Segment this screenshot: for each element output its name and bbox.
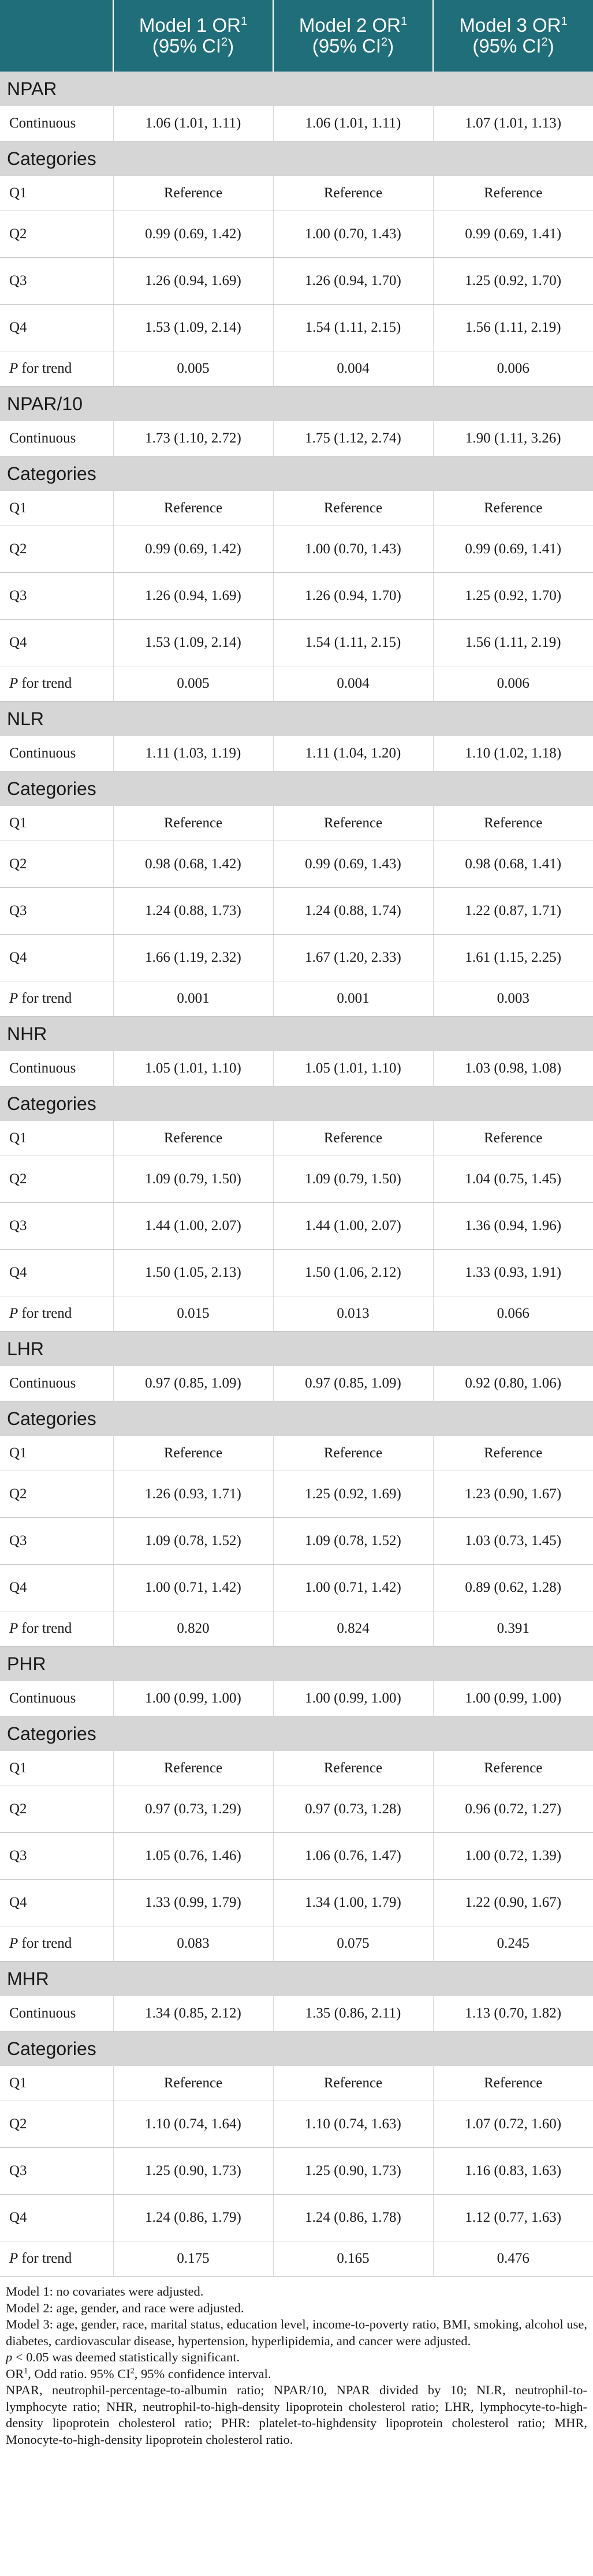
quartile-row xyxy=(0,1565,593,1611)
or-value-cell: 1.25 (0.92, 1.70) xyxy=(433,573,593,620)
or-value-cell: 1.26 (0.94, 1.70) xyxy=(273,573,433,620)
row-label: Continuous xyxy=(0,421,113,456)
note-model-1: Model 1: no covariates were adjusted. xyxy=(6,2284,204,2298)
or-value-cell: 1.25 (0.90, 1.73) xyxy=(273,2148,433,2195)
or-value-cell: 1.10 (0.74, 1.64) xyxy=(113,2101,273,2148)
row-label: Q3 xyxy=(0,2148,113,2195)
note-model-2: Model 2: age, gender, and race were adjusted. xyxy=(6,2300,244,2315)
header-model-1-sup: 1 xyxy=(240,15,248,28)
row-label xyxy=(0,351,113,387)
header-model-3-label: Model 3 OR xyxy=(459,14,561,36)
p-trend-row xyxy=(0,981,593,1017)
p-value-cell: 0.075 xyxy=(273,1926,433,1962)
or-value-cell: 1.00 (0.72, 1.39) xyxy=(433,1833,593,1880)
or-value-cell: 0.99 (0.69, 1.41) xyxy=(433,526,593,573)
p-value-cell: 0.004 xyxy=(273,351,433,387)
quartile-row xyxy=(0,620,593,666)
p-value-cell: 0.004 xyxy=(273,666,433,702)
or-value-cell: 1.25 (0.90, 1.73) xyxy=(113,2148,273,2195)
or-value-cell: 1.53 (1.09, 2.14) xyxy=(113,305,273,351)
header-model-1-ci: (95% CI xyxy=(152,35,222,57)
header-model-2-close: ) xyxy=(387,35,394,57)
quartile-row xyxy=(0,1250,593,1296)
or-value-cell: 0.98 (0.68, 1.41) xyxy=(433,841,593,888)
quartile-row xyxy=(0,1833,593,1880)
p-symbol: P xyxy=(9,2251,18,2266)
table-footnotes xyxy=(0,2277,593,2448)
row-label: Q1 xyxy=(0,491,113,526)
row-label xyxy=(0,1926,113,1962)
header-model-3-sup: 1 xyxy=(561,15,568,28)
section-title: PHR xyxy=(0,1647,593,1682)
categories-header-row xyxy=(0,1086,593,1122)
note-or-def: , Odd ratio. 95% CI xyxy=(28,2366,130,2381)
row-label: Q4 xyxy=(0,1880,113,1926)
or-value-cell: 1.23 (0.90, 1.67) xyxy=(433,1471,593,1518)
or-value-cell: Reference xyxy=(113,176,273,211)
p-symbol: P xyxy=(9,676,18,691)
row-label: Q1 xyxy=(0,2066,113,2101)
quartile-row xyxy=(0,841,593,888)
quartile-row xyxy=(0,305,593,351)
or-value-cell: Reference xyxy=(433,176,593,211)
p-value-cell: 0.175 xyxy=(113,2241,273,2277)
p-trend-row xyxy=(0,666,593,702)
or-value-cell: 1.24 (0.88, 1.74) xyxy=(273,888,433,935)
p-trend-row xyxy=(0,2241,593,2277)
header-model-1-ci-sup: 2 xyxy=(221,36,228,48)
or-value-cell: 0.99 (0.69, 1.43) xyxy=(273,841,433,888)
or-value-cell: 1.61 (1.15, 2.25) xyxy=(433,935,593,981)
categories-header-row xyxy=(0,1401,593,1437)
quartile-row xyxy=(0,888,593,935)
p-trend-text: for trend xyxy=(18,676,72,691)
or-value-cell: 1.10 (1.02, 1.18) xyxy=(433,736,593,771)
header-model-2-label: Model 2 OR xyxy=(299,14,401,36)
row-label: Continuous xyxy=(0,1681,113,1716)
or-value-cell: 1.25 (0.92, 1.70) xyxy=(433,258,593,305)
p-value-cell: 0.245 xyxy=(433,1926,593,1962)
continuous-row xyxy=(0,421,593,456)
section-header-row xyxy=(0,387,593,422)
header-model-2-sup: 1 xyxy=(400,15,408,28)
p-trend-text: for trend xyxy=(18,991,72,1006)
categories-title: Categories xyxy=(0,1716,593,1752)
or-value-cell: 1.56 (1.11, 2.19) xyxy=(433,620,593,666)
p-value-cell: 0.391 xyxy=(433,1611,593,1647)
p-symbol: P xyxy=(9,991,18,1006)
row-label: Q2 xyxy=(0,211,113,258)
p-trend-text: for trend xyxy=(18,361,72,376)
continuous-row xyxy=(0,1681,593,1716)
section-header-row xyxy=(0,1017,593,1052)
p-value-cell: 0.083 xyxy=(113,1926,273,1962)
quartile-row xyxy=(0,1471,593,1518)
p-symbol: P xyxy=(9,361,18,376)
or-value-cell: 0.97 (0.85, 1.09) xyxy=(113,1366,273,1401)
p-value-cell: 0.820 xyxy=(113,1611,273,1647)
quartile-row xyxy=(0,491,593,526)
categories-header-row xyxy=(0,2031,593,2067)
quartile-row xyxy=(0,526,593,573)
categories-header-row xyxy=(0,1716,593,1752)
or-value-cell: Reference xyxy=(433,806,593,841)
row-label: Q3 xyxy=(0,1518,113,1565)
or-value-cell: 1.33 (0.99, 1.79) xyxy=(113,1880,273,1926)
row-label xyxy=(0,981,113,1017)
or-value-cell: 1.50 (1.06, 2.12) xyxy=(273,1250,433,1296)
continuous-row xyxy=(0,1366,593,1401)
or-value-cell: 1.22 (0.90, 1.67) xyxy=(433,1880,593,1926)
quartile-row xyxy=(0,2148,593,2195)
or-value-cell: 1.06 (1.01, 1.11) xyxy=(113,106,273,141)
quartile-row xyxy=(0,573,593,620)
row-label: Q1 xyxy=(0,1436,113,1471)
or-value-cell: 1.73 (1.10, 2.72) xyxy=(113,421,273,456)
row-label: Continuous xyxy=(0,1051,113,1086)
section-title: NHR xyxy=(0,1017,593,1052)
or-value-cell: 1.66 (1.19, 2.32) xyxy=(113,935,273,981)
or-value-cell: 1.04 (0.75, 1.45) xyxy=(433,1156,593,1203)
categories-title: Categories xyxy=(0,771,593,807)
row-label: Q1 xyxy=(0,806,113,841)
or-value-cell: 1.05 (0.76, 1.46) xyxy=(113,1833,273,1880)
p-value-cell: 0.005 xyxy=(113,666,273,702)
or-value-cell: 1.26 (0.94, 1.69) xyxy=(113,573,273,620)
section-title: LHR xyxy=(0,1332,593,1367)
quartile-row xyxy=(0,1156,593,1203)
or-value-cell: 1.07 (0.72, 1.60) xyxy=(433,2101,593,2148)
quartile-row xyxy=(0,1880,593,1926)
p-value-cell: 0.006 xyxy=(433,666,593,702)
header-model-1 xyxy=(113,0,273,72)
row-label xyxy=(0,1611,113,1647)
continuous-row xyxy=(0,1051,593,1086)
header-blank-cell xyxy=(0,0,113,72)
categories-title: Categories xyxy=(0,1086,593,1122)
or-value-cell: Reference xyxy=(113,2066,273,2101)
header-model-3-close: ) xyxy=(547,35,554,57)
row-label: Q4 xyxy=(0,620,113,666)
header-model-2-ci-sup: 2 xyxy=(381,36,388,48)
or-value-cell: 1.13 (0.70, 1.82) xyxy=(433,1996,593,2031)
or-value-cell: Reference xyxy=(113,806,273,841)
or-value-cell: 0.99 (0.69, 1.41) xyxy=(433,211,593,258)
header-model-2 xyxy=(273,0,433,72)
p-value-cell: 0.013 xyxy=(273,1296,433,1332)
header-model-3-ci-sup: 2 xyxy=(541,36,548,48)
p-trend-row xyxy=(0,1296,593,1332)
continuous-row xyxy=(0,106,593,141)
quartile-row xyxy=(0,1121,593,1156)
header-model-1-close: ) xyxy=(227,35,234,57)
or-value-cell: Reference xyxy=(273,2066,433,2101)
or-value-cell: 1.34 (1.00, 1.79) xyxy=(273,1880,433,1926)
note-abbreviations: NPAR, neutrophil-percentage-to-albumin ratio; NPAR/10, NPAR divided by 10; NLR, neutrophil-to-lymphocyte ratio; NHR, neutrophil-to-high-density lipoprotein cholesterol ratio; LHR, lymphocyte-to-high-density lipoprotein cholesterol ratio; PHR: platelet-to-highdensity lipoprotein cholesterol ratio; MHR, Monocyte-to-high-density lipoprotein cholesterol ratio. xyxy=(6,2383,587,2447)
header-model-2-ci: (95% CI xyxy=(312,35,382,57)
row-label: Continuous xyxy=(0,736,113,771)
row-label: Q2 xyxy=(0,1156,113,1203)
or-value-cell: Reference xyxy=(433,2066,593,2101)
note-ci-def: , 95% confidence interval. xyxy=(134,2366,271,2381)
or-value-cell: 1.05 (1.01, 1.10) xyxy=(273,1051,433,1086)
p-value-cell: 0.001 xyxy=(273,981,433,1017)
row-label: Q4 xyxy=(0,305,113,351)
or-value-cell: Reference xyxy=(433,1751,593,1786)
or-value-cell: 1.26 (0.94, 1.70) xyxy=(273,258,433,305)
or-value-cell: Reference xyxy=(273,806,433,841)
table-body xyxy=(0,72,593,2277)
or-value-cell: 0.99 (0.69, 1.42) xyxy=(113,211,273,258)
quartile-row xyxy=(0,1518,593,1565)
or-value-cell: 1.09 (0.78, 1.52) xyxy=(273,1518,433,1565)
row-label: Q2 xyxy=(0,1786,113,1833)
or-value-cell: 1.24 (0.86, 1.79) xyxy=(113,2195,273,2241)
or-value-cell: 1.00 (0.70, 1.43) xyxy=(273,526,433,573)
row-label: Q4 xyxy=(0,1565,113,1611)
or-value-cell: 1.36 (0.94, 1.96) xyxy=(433,1203,593,1250)
note-or-ci xyxy=(6,2366,587,2383)
or-value-cell: Reference xyxy=(113,491,273,526)
quartile-row xyxy=(0,1203,593,1250)
or-value-cell: 0.89 (0.62, 1.28) xyxy=(433,1565,593,1611)
p-trend-row xyxy=(0,1611,593,1647)
header-model-3 xyxy=(433,0,593,72)
header-model-3-ci: (95% CI xyxy=(472,35,542,57)
continuous-row xyxy=(0,736,593,771)
p-value-cell: 0.003 xyxy=(433,981,593,1017)
row-label: Q4 xyxy=(0,1250,113,1296)
or-value-cell: 1.67 (1.20, 2.33) xyxy=(273,935,433,981)
continuous-row xyxy=(0,1996,593,2031)
row-label: Q4 xyxy=(0,2195,113,2241)
or-value-cell: 1.24 (0.86, 1.78) xyxy=(273,2195,433,2241)
p-trend-row xyxy=(0,351,593,387)
row-label: Q3 xyxy=(0,888,113,935)
or-value-cell: 0.96 (0.72, 1.27) xyxy=(433,1786,593,1833)
quartile-row xyxy=(0,2066,593,2101)
or-value-cell: 1.33 (0.93, 1.91) xyxy=(433,1250,593,1296)
categories-header-row xyxy=(0,141,593,177)
quartile-row xyxy=(0,258,593,305)
or-value-cell: Reference xyxy=(113,1751,273,1786)
p-value-cell: 0.165 xyxy=(273,2241,433,2277)
p-symbol: P xyxy=(9,1936,18,1951)
or-value-cell: 1.54 (1.11, 2.15) xyxy=(273,305,433,351)
section-header-row xyxy=(0,1332,593,1367)
p-value-cell: 0.824 xyxy=(273,1611,433,1647)
or-value-cell: 1.06 (0.76, 1.47) xyxy=(273,1833,433,1880)
or-value-cell: 1.09 (0.78, 1.52) xyxy=(113,1518,273,1565)
or-value-cell: 1.26 (0.93, 1.71) xyxy=(113,1471,273,1518)
or-value-cell: Reference xyxy=(273,176,433,211)
or-value-cell: 1.03 (0.73, 1.45) xyxy=(433,1518,593,1565)
or-value-cell: 1.05 (1.01, 1.10) xyxy=(113,1051,273,1086)
categories-title: Categories xyxy=(0,141,593,177)
p-value-cell: 0.001 xyxy=(113,981,273,1017)
quartile-row xyxy=(0,2101,593,2148)
or-value-cell: Reference xyxy=(433,491,593,526)
header-model-1-label: Model 1 OR xyxy=(139,14,241,36)
p-trend-text: for trend xyxy=(18,1936,72,1951)
or-value-cell: 1.44 (1.00, 2.07) xyxy=(113,1203,273,1250)
or-value-cell: 0.92 (0.80, 1.06) xyxy=(433,1366,593,1401)
or-value-cell: 1.22 (0.87, 1.71) xyxy=(433,888,593,935)
row-label: Q2 xyxy=(0,1471,113,1518)
row-label: Q2 xyxy=(0,526,113,573)
note-ci-sup: 2 xyxy=(130,2367,135,2375)
or-value-cell: Reference xyxy=(433,1121,593,1156)
p-symbol: P xyxy=(9,1621,18,1636)
quartile-row xyxy=(0,1436,593,1471)
or-value-cell: 1.00 (0.71, 1.42) xyxy=(273,1565,433,1611)
or-value-cell: 1.09 (0.79, 1.50) xyxy=(113,1156,273,1203)
p-trend-text: for trend xyxy=(18,1306,72,1321)
or-value-cell: 1.03 (0.98, 1.08) xyxy=(433,1051,593,1086)
or-value-cell: 1.56 (1.11, 2.19) xyxy=(433,305,593,351)
or-value-cell: 1.00 (0.99, 1.00) xyxy=(433,1681,593,1716)
row-label: Q3 xyxy=(0,1833,113,1880)
quartile-row xyxy=(0,211,593,258)
row-label: Q1 xyxy=(0,1121,113,1156)
row-label xyxy=(0,666,113,702)
or-value-cell: 1.44 (1.00, 2.07) xyxy=(273,1203,433,1250)
or-value-cell: Reference xyxy=(273,1436,433,1471)
or-value-cell: 1.09 (0.79, 1.50) xyxy=(273,1156,433,1203)
or-value-cell: Reference xyxy=(113,1436,273,1471)
or-value-cell: 1.06 (1.01, 1.11) xyxy=(273,106,433,141)
section-header-row xyxy=(0,1962,593,1997)
quartile-row xyxy=(0,1786,593,1833)
or-value-cell: Reference xyxy=(273,1121,433,1156)
quartile-row xyxy=(0,176,593,211)
or-value-cell: 1.10 (0.74, 1.63) xyxy=(273,2101,433,2148)
note-model-3: Model 3: age, gender, race, marital status, education level, income-to-poverty ratio, BMI, smoking, alcohol use, diabetes, cardiovascular disease, hypertension, hyperlipidemia, and cancer were adjusted. xyxy=(6,2317,587,2348)
or-value-cell: 1.75 (1.12, 2.74) xyxy=(273,421,433,456)
quartile-row xyxy=(0,1751,593,1786)
categories-title: Categories xyxy=(0,2031,593,2067)
note-p-symbol: p xyxy=(6,2350,13,2364)
note-or-sup: 1 xyxy=(24,2367,28,2375)
or-value-cell: 0.97 (0.85, 1.09) xyxy=(273,1366,433,1401)
categories-header-row xyxy=(0,456,593,492)
or-value-cell: 1.35 (0.86, 2.11) xyxy=(273,1996,433,2031)
row-label: Q2 xyxy=(0,841,113,888)
or-value-cell: 1.07 (1.01, 1.13) xyxy=(433,106,593,141)
p-symbol: P xyxy=(9,1306,18,1321)
or-value-cell: 1.54 (1.11, 2.15) xyxy=(273,620,433,666)
or-value-cell: 1.53 (1.09, 2.14) xyxy=(113,620,273,666)
row-label: Continuous xyxy=(0,106,113,141)
note-p-text: < 0.05 was deemed statistically significant. xyxy=(12,2350,240,2364)
row-label: Continuous xyxy=(0,1366,113,1401)
or-value-cell: 1.00 (0.99, 1.00) xyxy=(113,1681,273,1716)
p-value-cell: 0.015 xyxy=(113,1296,273,1332)
note-or: OR xyxy=(6,2366,24,2381)
or-value-cell: 1.11 (1.04, 1.20) xyxy=(273,736,433,771)
row-label: Q2 xyxy=(0,2101,113,2148)
section-title: NLR xyxy=(0,702,593,737)
or-value-cell: 1.24 (0.88, 1.73) xyxy=(113,888,273,935)
row-label: Continuous xyxy=(0,1996,113,2031)
p-value-cell: 0.005 xyxy=(113,351,273,387)
section-title: MHR xyxy=(0,1962,593,1997)
row-label xyxy=(0,2241,113,2277)
p-value-cell: 0.476 xyxy=(433,2241,593,2277)
note-significance xyxy=(6,2349,587,2366)
row-label: Q4 xyxy=(0,935,113,981)
or-value-cell: 1.16 (0.83, 1.63) xyxy=(433,2148,593,2195)
or-value-cell: 1.50 (1.05, 2.13) xyxy=(113,1250,273,1296)
or-value-cell: 0.97 (0.73, 1.28) xyxy=(273,1786,433,1833)
or-value-cell: 1.00 (0.99, 1.00) xyxy=(273,1681,433,1716)
section-header-row xyxy=(0,72,593,106)
or-value-cell: Reference xyxy=(433,1436,593,1471)
row-label: Q3 xyxy=(0,573,113,620)
or-value-cell: 0.97 (0.73, 1.29) xyxy=(113,1786,273,1833)
or-value-cell: 1.26 (0.94, 1.69) xyxy=(113,258,273,305)
p-trend-text: for trend xyxy=(18,2251,72,2266)
or-value-cell: Reference xyxy=(113,1121,273,1156)
or-value-cell: 1.34 (0.85, 2.12) xyxy=(113,1996,273,2031)
categories-title: Categories xyxy=(0,456,593,492)
table-header-row xyxy=(0,0,593,72)
section-title: NPAR/10 xyxy=(0,387,593,422)
p-value-cell: 0.006 xyxy=(433,351,593,387)
or-value-cell: 1.12 (0.77, 1.63) xyxy=(433,2195,593,2241)
row-label: Q1 xyxy=(0,176,113,211)
p-value-cell: 0.066 xyxy=(433,1296,593,1332)
section-header-row xyxy=(0,702,593,737)
row-label: Q1 xyxy=(0,1751,113,1786)
quartile-row xyxy=(0,806,593,841)
row-label: Q3 xyxy=(0,258,113,305)
or-value-cell: Reference xyxy=(273,1751,433,1786)
or-value-cell: 1.00 (0.70, 1.43) xyxy=(273,211,433,258)
quartile-row xyxy=(0,935,593,981)
row-label: Q3 xyxy=(0,1203,113,1250)
section-header-row xyxy=(0,1647,593,1682)
section-title: NPAR xyxy=(0,72,593,106)
or-value-cell: Reference xyxy=(273,491,433,526)
p-trend-row xyxy=(0,1926,593,1962)
or-value-cell: 1.25 (0.92, 1.69) xyxy=(273,1471,433,1518)
p-trend-text: for trend xyxy=(18,1621,72,1636)
or-value-cell: 0.99 (0.69, 1.42) xyxy=(113,526,273,573)
or-value-cell: 1.00 (0.71, 1.42) xyxy=(113,1565,273,1611)
or-value-cell: 1.11 (1.03, 1.19) xyxy=(113,736,273,771)
categories-header-row xyxy=(0,771,593,807)
or-value-cell: 1.90 (1.11, 3.26) xyxy=(433,421,593,456)
row-label xyxy=(0,1296,113,1332)
or-value-cell: 0.98 (0.68, 1.42) xyxy=(113,841,273,888)
quartile-row xyxy=(0,2195,593,2241)
categories-title: Categories xyxy=(0,1401,593,1437)
